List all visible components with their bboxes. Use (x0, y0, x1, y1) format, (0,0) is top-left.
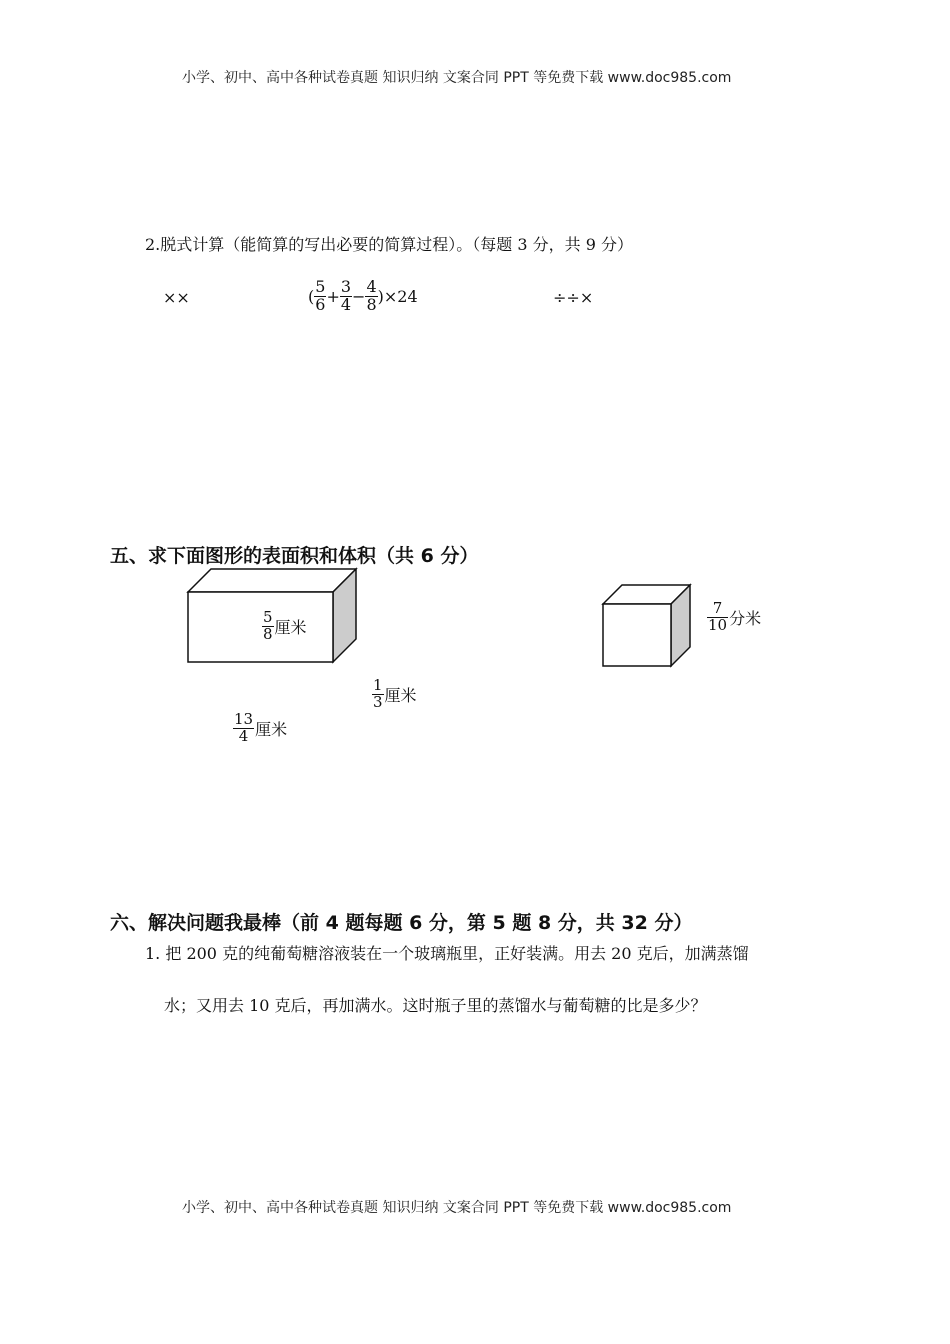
cube-edge-label (707, 601, 761, 634)
page-header: 小学、初中、高中各种试卷真题 知识归纳 文案合同 PPT 等免费下载 www.doc985.com (182, 70, 732, 86)
cube-front-face (603, 604, 671, 666)
section5-heading: 五、求下面图形的表面积和体积（共 6 分） (110, 545, 479, 567)
denominator: 3 (373, 692, 383, 711)
numerator: 7 (707, 601, 728, 618)
q2-title: 2.脱式计算（能简算的写出必要的简算过程）。（每题 3 分，共 9 分） (145, 235, 633, 254)
fraction (233, 712, 254, 745)
section6-q1-line1: 1. 把 200 克的纯葡萄糖溶液装在一个玻璃瓶里，正好装满。用去 20 克后，加满蒸馏 (145, 944, 749, 963)
denominator: 4 (238, 726, 249, 745)
numerator: 5 (315, 277, 326, 296)
close-paren-times: )×24 (377, 286, 418, 306)
unit-text: 分米 (729, 608, 762, 628)
section6-heading: 六、解决问题我最棒（前 4 题每题 6 分，第 5 题 8 分，共 32 分） (110, 912, 693, 934)
fraction (372, 678, 384, 711)
denominator: 8 (263, 624, 273, 643)
minus-sign: − (352, 286, 366, 306)
denominator: 8 (366, 294, 377, 314)
open-paren: ( (308, 286, 315, 306)
q2-expression-1: ×× (163, 288, 190, 307)
fraction (262, 610, 274, 643)
plus-sign: + (326, 286, 340, 306)
denominator: 4 (340, 294, 352, 314)
denominator: 10 (708, 615, 728, 634)
numerator: 3 (340, 277, 352, 296)
numerator: 13 (234, 710, 254, 728)
cuboid-height-label (262, 610, 307, 643)
fraction (707, 601, 728, 634)
q2-expression-3: ÷÷× (553, 288, 594, 307)
unit-text: 厘米 (255, 719, 288, 739)
cuboid-length-label (233, 712, 287, 745)
numerator: 1 (373, 676, 383, 694)
unit-text: 厘米 (384, 685, 417, 705)
cuboid-width-label (372, 678, 417, 711)
unit-text: 厘米 (274, 617, 307, 637)
numerator: 5 (263, 608, 273, 626)
page-footer: 小学、初中、高中各种试卷真题 知识归纳 文案合同 PPT 等免费下载 www.doc985.com (182, 1200, 732, 1216)
section6-q1-line2: 水；又用去 10 克后，再加满水。这时瓶子里的蒸馏水与葡萄糖的比是多少？ (164, 996, 707, 1015)
numerator: 4 (366, 277, 377, 296)
denominator: 6 (315, 294, 326, 314)
